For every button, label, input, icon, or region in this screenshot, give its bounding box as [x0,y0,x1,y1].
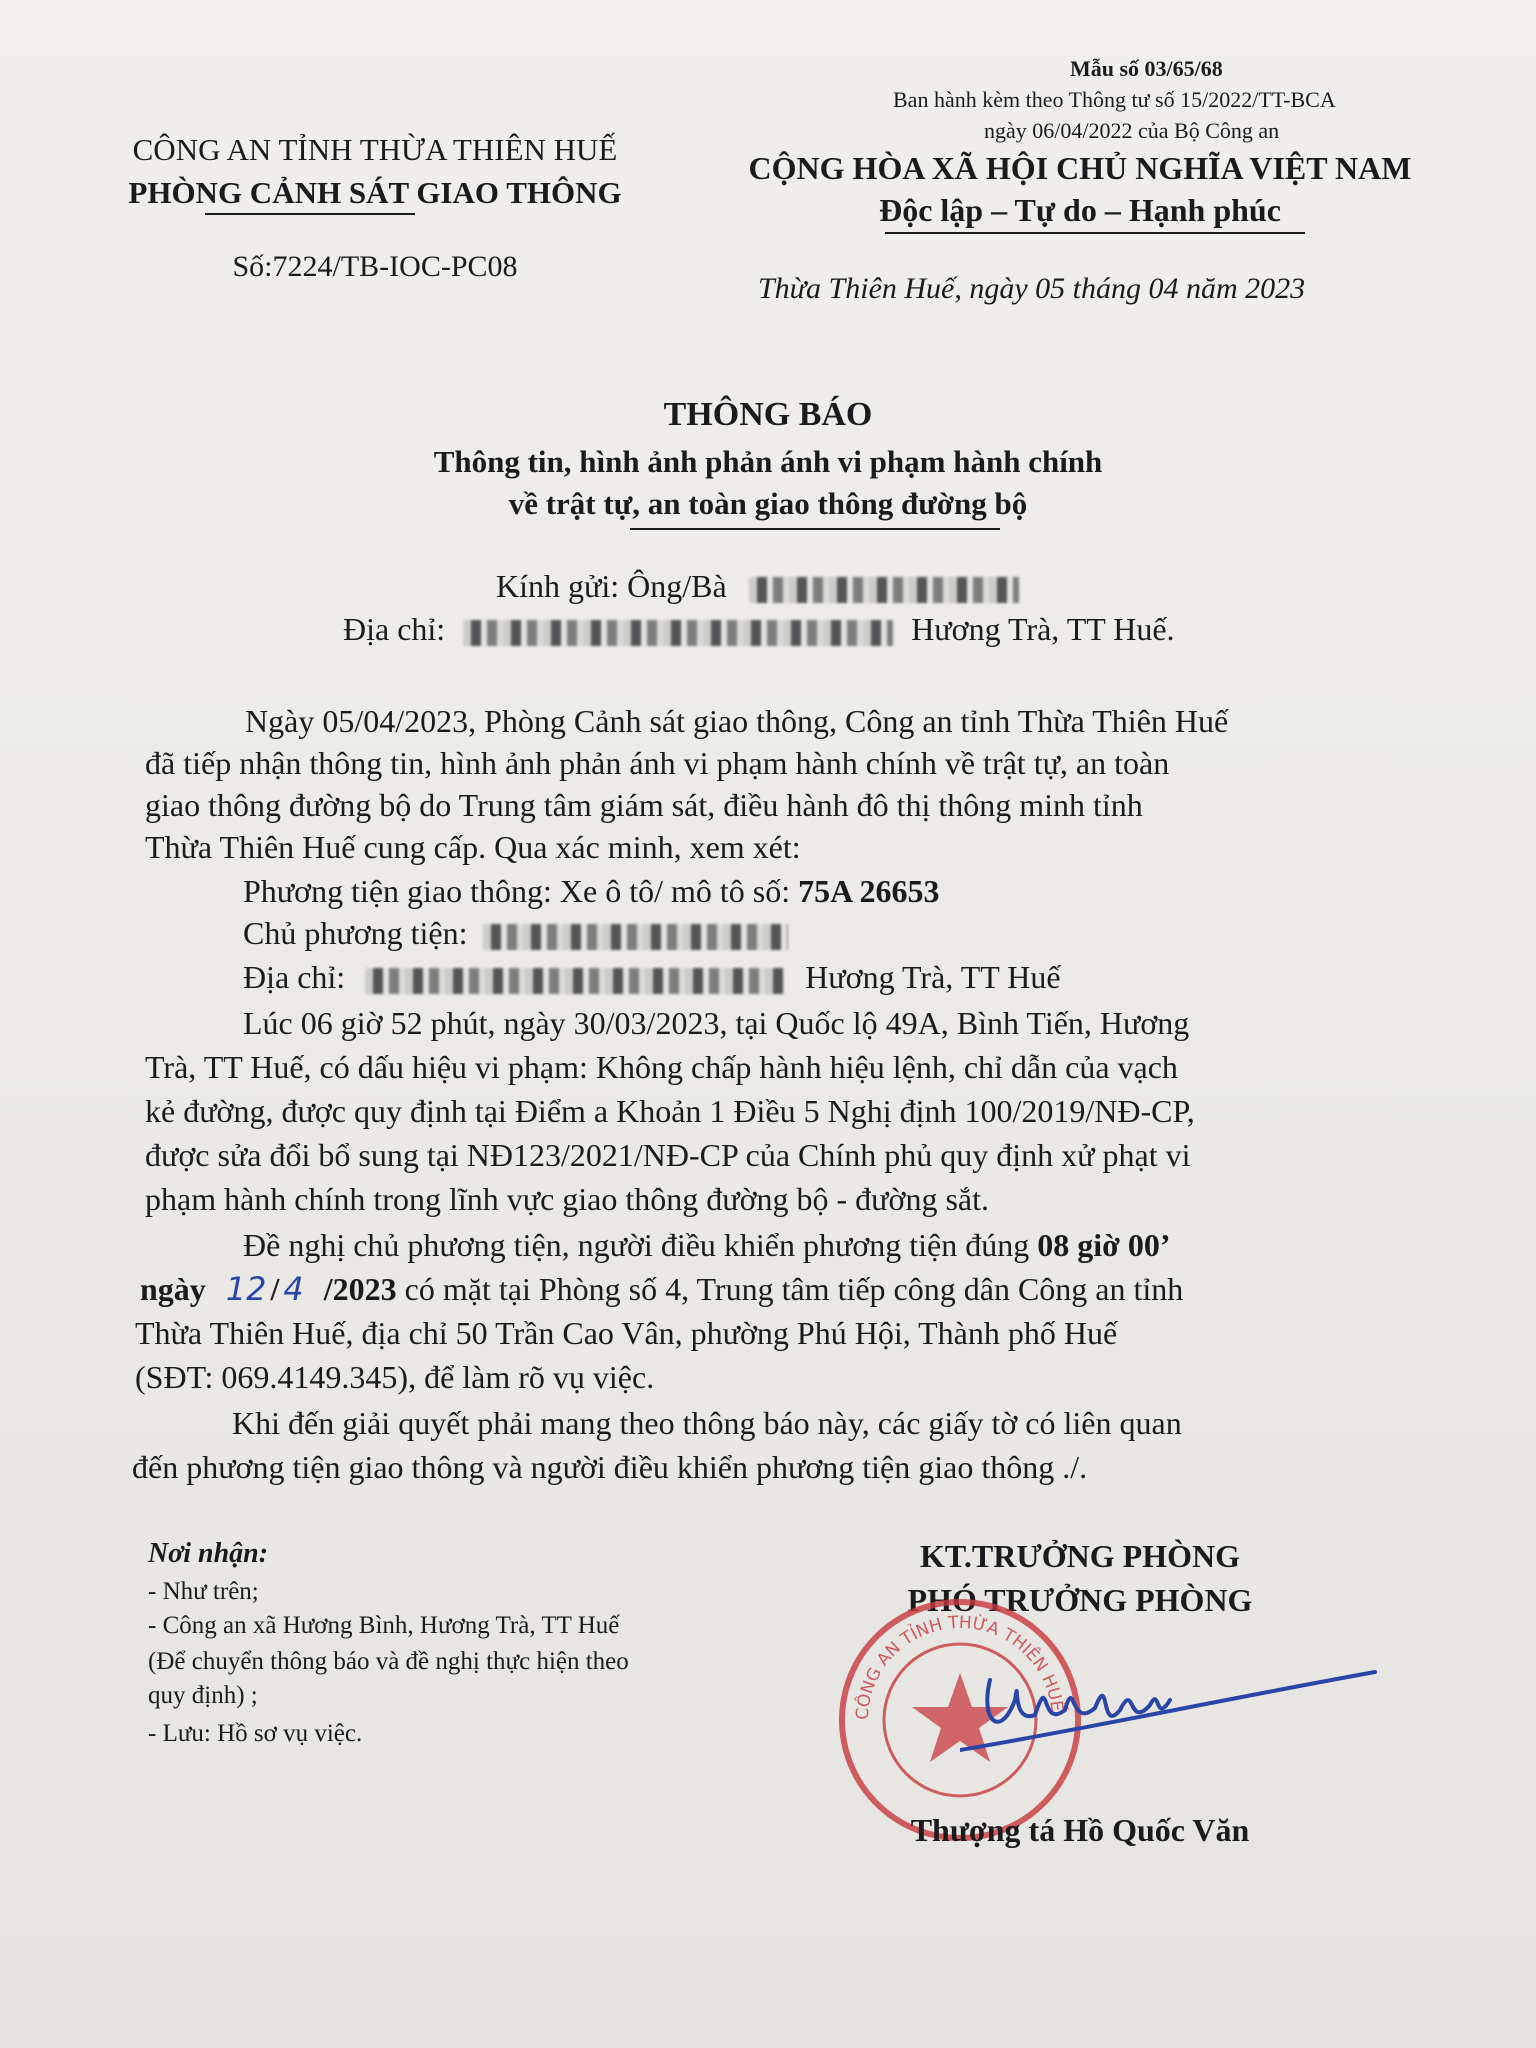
appointment-time: 08 giờ 00’ [1037,1227,1171,1263]
owner-address-line [243,956,1061,998]
handwritten-month: 4 [283,1270,304,1308]
national-motto: Độc lập – Tự do – Hạnh phúc [879,192,1281,228]
appointment-day-label: ngày [140,1271,206,1307]
p2-line2: Trà, TT Huế, có dấu hiệu vi phạm: Không chấp hành hiệu lệnh, chỉ dẫn của vạch [145,1049,1178,1085]
handwritten-day: 12 [225,1270,267,1308]
recipients-item1: - Như trên; [148,1578,259,1605]
recipient-address-label: Địa chỉ: [343,611,446,647]
department-name: PHÒNG CẢNH SÁT GIAO THÔNG [128,175,622,210]
place-and-date: Thừa Thiên Huế, ngày 05 tháng 04 năm 2023 [758,272,1306,305]
vehicle-label: Phương tiện giao thông: Xe ô tô/ mô tô số: [243,873,791,909]
p2-line4: được sửa đổi bổ sung tại NĐ123/2021/NĐ-CP của Chính phủ quy định xử phạt vi [145,1137,1191,1173]
redacted-owner [483,924,788,950]
appointment-year: /2023 [323,1271,397,1307]
redacted-owner-address [365,968,785,994]
owner-address-label: Địa chỉ: [243,959,346,995]
p3-line2-text: có mặt tại Phòng số 4, Trung tâm tiếp công dân Công an tỉnh [404,1271,1184,1307]
recipient-line [496,565,1019,607]
recipient-address-suffix: Hương Trà, TT Huế. [911,611,1175,647]
redacted-name [749,577,1019,603]
owner-line [243,912,788,954]
redacted-address [463,620,893,646]
country-name: CỘNG HÒA XÃ HỘI CHỦ NGHĨA VIỆT NAM [748,150,1412,186]
p3-line1-text: Đề nghị chủ phương tiện, người điều khiển phương tiện đúng [243,1227,1030,1263]
agency-name: CÔNG AN TỈNH THỪA THIÊN HUẾ [132,132,618,167]
p3-line1 [243,1224,1171,1266]
recipients-title: Nơi nhận: [148,1538,269,1569]
vehicle-plate: 75A 26653 [798,873,940,909]
issued-date: ngày 06/04/2022 của Bộ Công an [984,118,1280,143]
p2-line1: Lúc 06 giờ 52 phút, ngày 30/03/2023, tại Quốc lộ 49A, Bình Tiến, Hương [243,1005,1190,1041]
signer-name: Thượng tá Hồ Quốc Văn [910,1812,1250,1848]
recipients-item2b: (Để chuyển thông báo và đề nghị thực hiện theo [148,1648,629,1675]
p2-line5: phạm hành chính trong lĩnh vực giao thông đường bộ - đường sắt. [145,1181,989,1217]
seal-text: CÔNG AN TỈNH THỪA THIÊN HUẾ [852,1612,1067,1721]
p2-line3: kẻ đường, được quy định tại Điểm a Khoản 1 Điều 5 Nghị định 100/2019/NĐ-CP, [145,1093,1195,1129]
issued-with: Ban hành kèm theo Thông tư số 15/2022/TT-BCA [893,87,1336,112]
form-number: Mẫu số 03/65/68 [1070,56,1223,81]
handwritten-signature-icon [960,1630,1380,1760]
p4-line1: Khi đến giải quyết phải mang theo thông báo này, các giấy tờ có liên quan [232,1405,1182,1441]
department-underline [205,213,415,215]
vehicle-line [243,870,939,912]
document-subtitle-line1: Thông tin, hình ảnh phản ánh vi phạm hành chính [433,444,1103,479]
p1-line1: Ngày 05/04/2023, Phòng Cảnh sát giao thông, Công an tỉnh Thừa Thiên Huế [245,703,1229,739]
document-number: Số:7224/TB-IOC-PC08 [232,250,518,283]
owner-label: Chủ phương tiện: [243,915,468,951]
recipients-item2c: quy định) ; [148,1682,258,1709]
subtitle-underline [630,528,1000,530]
owner-address-suffix: Hương Trà, TT Huế [805,959,1061,995]
p3-line4: (SĐT: 069.4149.345), để làm rõ vụ việc. [135,1359,655,1395]
date-separator: / [270,1271,280,1307]
document-title: THÔNG BÁO [663,396,873,433]
recipient-address-line [343,608,1175,650]
p1-line4: Thừa Thiên Huế cung cấp. Qua xác minh, xem xét: [145,829,801,865]
p3-line3: Thừa Thiên Huế, địa chỉ 50 Trần Cao Vân, phường Phú Hội, Thành phố Huế [135,1315,1118,1351]
signature-title-line1: KT.TRƯỞNG PHÒNG [920,1538,1240,1574]
recipients-item3: - Lưu: Hồ sơ vụ việc. [148,1720,363,1747]
p3-line2 [140,1268,1183,1310]
motto-underline [885,232,1305,234]
recipient-label: Kính gửi: Ông/Bà [496,568,727,604]
document-subtitle-line2: về trật tự, an toàn giao thông đường bộ [508,486,1028,521]
signature-title-line2: PHÓ TRƯỞNG PHÒNG [907,1582,1253,1618]
p1-line3: giao thông đường bộ do Trung tâm giám sát, điều hành đô thị thông minh tỉnh [145,787,1143,823]
p1-line2: đã tiếp nhận thông tin, hình ảnh phản ánh vi phạm hành chính về trật tự, an toàn [145,745,1170,781]
p4-line2: đến phương tiện giao thông và người điều khiển phương tiện giao thông ./. [132,1449,1088,1485]
recipients-item2: - Công an xã Hương Bình, Hương Trà, TT Huế [148,1612,620,1639]
